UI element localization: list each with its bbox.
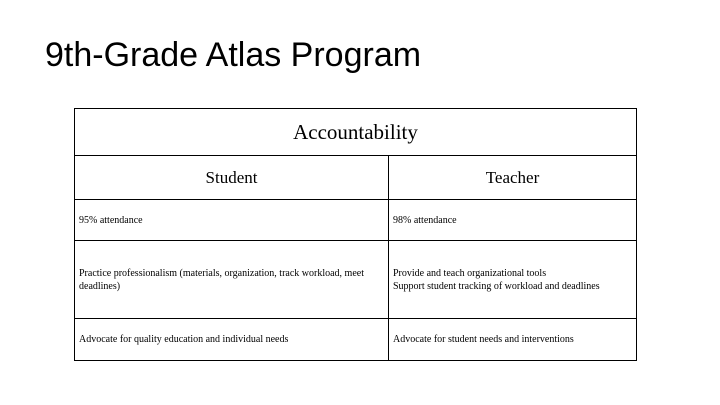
cell-text: Advocate for quality education and individual needs [79, 334, 289, 345]
column-header-teacher: Teacher [389, 156, 637, 200]
teacher-cell [389, 200, 637, 241]
table-heading-row [75, 109, 637, 156]
student-cell [75, 241, 389, 319]
teacher-cell [389, 241, 637, 319]
cell-text: Provide and teach organizational tools [393, 267, 547, 279]
teacher-cell [389, 319, 637, 361]
student-cell [75, 200, 389, 241]
column-header-student: Student [75, 156, 389, 200]
table-heading: Accountability [75, 109, 637, 156]
accountability-table [74, 108, 637, 361]
column-header-row [75, 156, 637, 200]
cell-text: 95% attendance [79, 214, 143, 226]
table-row [75, 241, 637, 319]
cell-text: Practice professionalism (materials, organization, track workload, meet deadlines) [79, 267, 364, 292]
table-row [75, 200, 637, 241]
cell-text: Support student tracking of workload and deadlines [393, 280, 600, 292]
slide-title: 9th-Grade Atlas Program [45, 36, 422, 74]
cell-text: Advocate for student needs and interventions [393, 334, 574, 345]
cell-text: 98% attendance [393, 214, 457, 226]
table-row [75, 319, 637, 361]
student-cell [75, 319, 389, 361]
